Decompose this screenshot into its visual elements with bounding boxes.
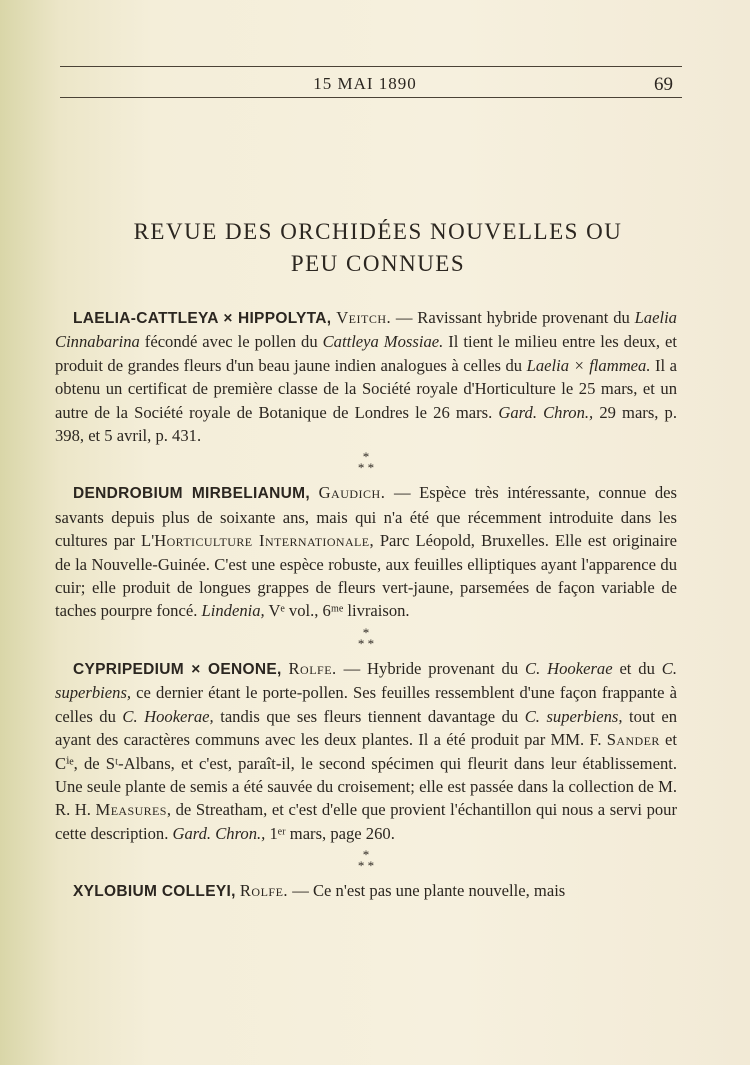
entry-cypripedium	[55, 657, 677, 845]
entry-smallcaps: Horticulture Internationale	[154, 531, 370, 551]
entry-text: — Ravissant hybride provenant du	[391, 308, 635, 327]
asterism-bottom: * *	[357, 460, 375, 476]
asterism-bottom: * *	[357, 635, 375, 651]
entry-text: 29 mars, p. 398, et 5 avril, p. 431.	[55, 402, 678, 446]
entry-text: Il tient le milieu entre les deux, et produit de grandes fleurs d'un beau jaune indien analogues à celles du	[55, 332, 678, 375]
entry-text: Vᵉ vol., 6ᵐᵉ livraison.	[264, 601, 410, 621]
entry-italic: Lindenia,	[201, 601, 265, 621]
entry-text: et Cⁱᵉ, de Sᵗ-Albans, et c'est, paraît-il, le second spécimen qui fleurit dans leur établissement. Une seule plante de semis a été sauvée du croisement; elle est passée dans la collection de M. R. H.	[55, 730, 677, 820]
entry-text: , Parc Léopold, Bruxelles. Elle est originaire de la Nouvelle-Guinée. C'est une espèce robuste, aux feuilles elliptiques ayant l'apparence du cuir; elle produit de longues grappes de fleurs vert-jaune, parsemées de façon variable de taches pourpre foncé.	[55, 531, 678, 621]
entry-italic: Laelia Cinnabarina	[55, 308, 677, 352]
asterism-divider	[55, 624, 677, 651]
entry-smallcaps: Sander	[606, 730, 660, 750]
entry-text: — Ce n'est pas une plante nouvelle, mais	[288, 881, 566, 901]
entry-text: — Espèce très intéressante, connue des savants depuis plus de soixante ans, mais qui n'a été que récemment introduite dans les cultures par L'	[55, 483, 677, 551]
entry-italic: Gard. Chron.,	[498, 402, 594, 422]
entry-author: Rolfe.	[239, 881, 289, 901]
entry-author: Veitch.	[336, 308, 392, 327]
entry-smallcaps: Measures	[95, 800, 167, 820]
entry-author: Rolfe.	[288, 658, 337, 678]
entry-italic: C. superbiens,	[55, 658, 678, 703]
entry-italic: C. superbiens,	[524, 706, 623, 726]
page-number: 69	[654, 74, 673, 95]
entry-name: LAELIA-CATTLEYA × HIPPOLYTA,	[73, 310, 332, 327]
entry-italic: Gard. Chron.,	[172, 823, 266, 843]
entry-italic: C. Hookerae,	[122, 706, 214, 726]
asterism-bottom: * *	[357, 858, 375, 874]
header-date: 15 MAI 1890	[313, 74, 417, 93]
entry-italic: C. Hookerae	[525, 658, 613, 678]
entry-dendrobium	[55, 481, 677, 622]
entry-text: , de Streatham, et c'est d'elle que provient l'échantillon qui nous a servi pour cette description.	[55, 800, 677, 843]
entry-author: Gaudich.	[318, 483, 386, 503]
page-title	[58, 216, 698, 280]
entry-text: tout en ayant des caractères communs avec les deux plantes. Il a été produit par MM. F.	[55, 706, 677, 750]
entry-name: CYPRIPEDIUM × OENONE,	[73, 660, 282, 678]
entry-italic: Laelia × flammea.	[526, 355, 651, 375]
entry-text: et du	[612, 658, 662, 678]
header-rule-top	[60, 66, 682, 67]
entry-text: — Hybride provenant du	[336, 658, 526, 678]
entry-laelia-cattleya	[55, 306, 677, 447]
asterism-divider	[55, 449, 677, 476]
entry-italic: Cattleya Mossiae.	[322, 332, 444, 352]
title-line-2: PEU CONNUES	[290, 251, 466, 276]
header-rule-bottom	[60, 97, 682, 98]
entry-text: fécondé avec le pollen du	[139, 332, 323, 352]
asterism-top: *	[362, 624, 370, 640]
entry-text: tandis que ses fleurs tiennent davantage du	[213, 706, 525, 726]
asterism-top: *	[362, 847, 370, 863]
entry-name: DENDROBIUM MIRBELIANUM,	[73, 485, 310, 503]
entry-text: 1ᵉʳ mars, page 260.	[265, 823, 395, 843]
entry-text: ce dernier étant le porte-pollen. Ses feuilles ressemblent d'une façon frappante à celles du	[55, 683, 677, 726]
title-line-1: REVUE DES ORCHIDÉES NOUVELLES OU	[133, 219, 623, 244]
asterism-divider	[55, 847, 677, 874]
entry-text: Il a obtenu un certificat de première classe de la Société royale d'Horticulture le 25 mars, et un autre de la Société royale de Botanique de Londres le 26 mars.	[55, 355, 677, 422]
article-body	[55, 306, 677, 904]
entry-name: XYLOBIUM COLLEYI,	[73, 883, 236, 901]
asterism-top: *	[362, 449, 370, 465]
entry-xylobium	[55, 879, 677, 903]
